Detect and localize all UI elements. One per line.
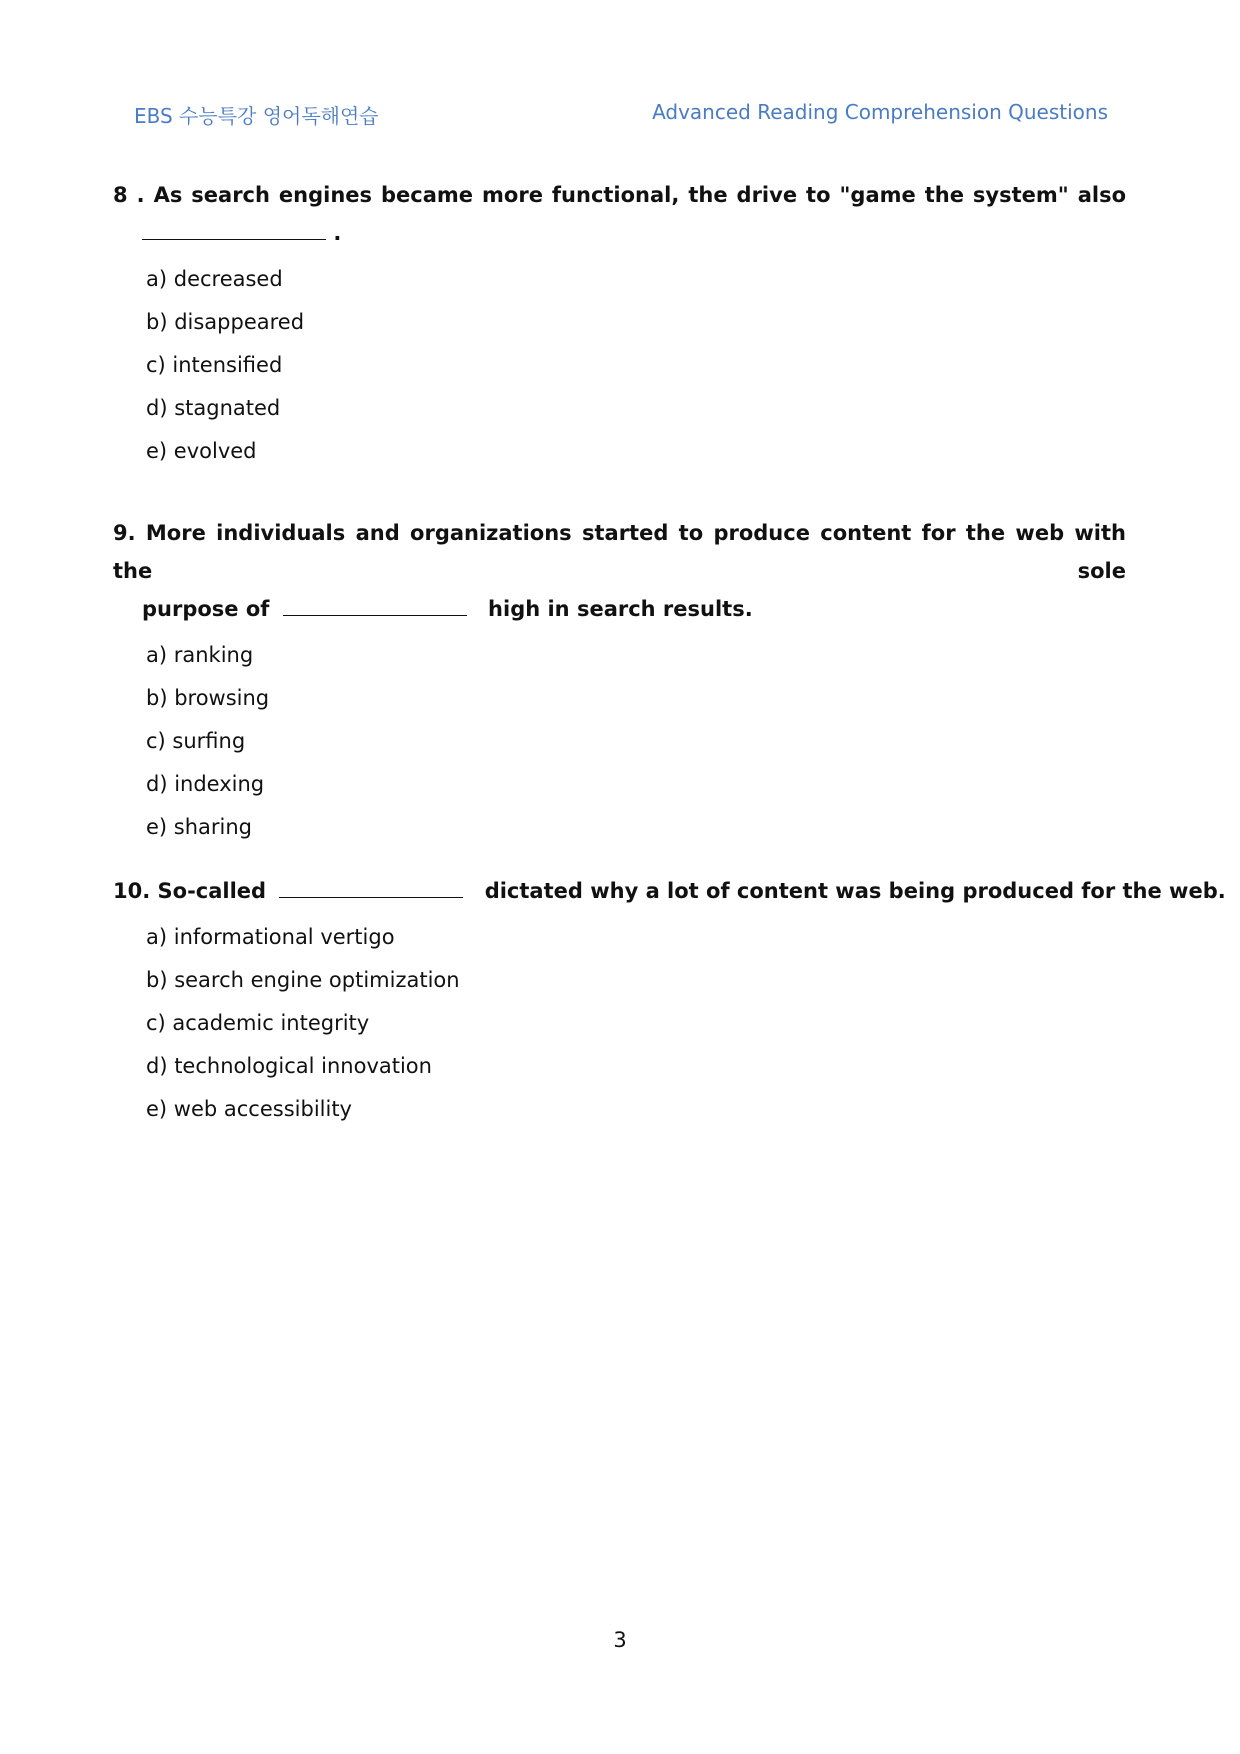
answer-option[interactable]: c) academic integrity [146, 1011, 370, 1035]
answer-option[interactable]: d) technological innovation [146, 1054, 432, 1078]
question-stem [113, 176, 1126, 214]
question-stem-continuation [113, 214, 1126, 252]
answer-option[interactable]: d) stagnated [146, 396, 281, 420]
question-text-after-blank: high in search results. [488, 597, 753, 621]
answer-option[interactable]: e) sharing [146, 815, 253, 839]
question-stem [113, 872, 1226, 910]
question-text: As search engines became more functional, the drive to "game the system" also [153, 183, 1127, 207]
answer-option[interactable]: d) indexing [146, 772, 265, 796]
answer-option[interactable]: e) evolved [146, 439, 257, 463]
question-number: 9. [113, 521, 136, 545]
header-left-title: EBS 수능특강 영어독해연습 [134, 104, 379, 128]
answer-options [113, 916, 1126, 1131]
answer-option[interactable]: c) surfing [146, 729, 246, 753]
question-text: More individuals and organizations started to produce content for the web with the sole [113, 521, 1126, 583]
answer-option[interactable]: a) ranking [146, 643, 254, 667]
answer-option[interactable]: a) informational vertigo [146, 925, 395, 949]
answer-option[interactable]: c) intensified [146, 353, 283, 377]
question-text-after-blank: dictated why a lot of content was being produced for the web. [484, 879, 1226, 903]
answer-option[interactable]: b) search engine optimization [146, 968, 460, 992]
answer-option[interactable]: b) disappeared [146, 310, 305, 334]
answer-options [113, 258, 1126, 473]
answer-options [113, 634, 1126, 849]
page-number: 3 [613, 1628, 627, 1652]
question-8 [113, 176, 1126, 473]
question-stem-continuation [113, 590, 1126, 628]
answer-blank [142, 217, 326, 240]
answer-blank [283, 593, 467, 616]
question-number: 10. [113, 879, 151, 903]
answer-option[interactable]: b) browsing [146, 686, 270, 710]
question-text-before-blank: purpose of [142, 597, 270, 621]
question-10 [113, 872, 1226, 1131]
question-text-after-blank: . [333, 221, 342, 245]
answer-blank [279, 875, 463, 898]
question-9 [113, 514, 1126, 849]
answer-option[interactable]: e) web accessibility [146, 1097, 352, 1121]
question-stem [113, 514, 1126, 590]
header-right-title: Advanced Reading Comprehension Questions [652, 100, 1108, 124]
question-text-before-blank: So-called [157, 879, 267, 903]
answer-option[interactable]: a) decreased [146, 267, 283, 291]
question-number: 8 . [113, 183, 145, 207]
